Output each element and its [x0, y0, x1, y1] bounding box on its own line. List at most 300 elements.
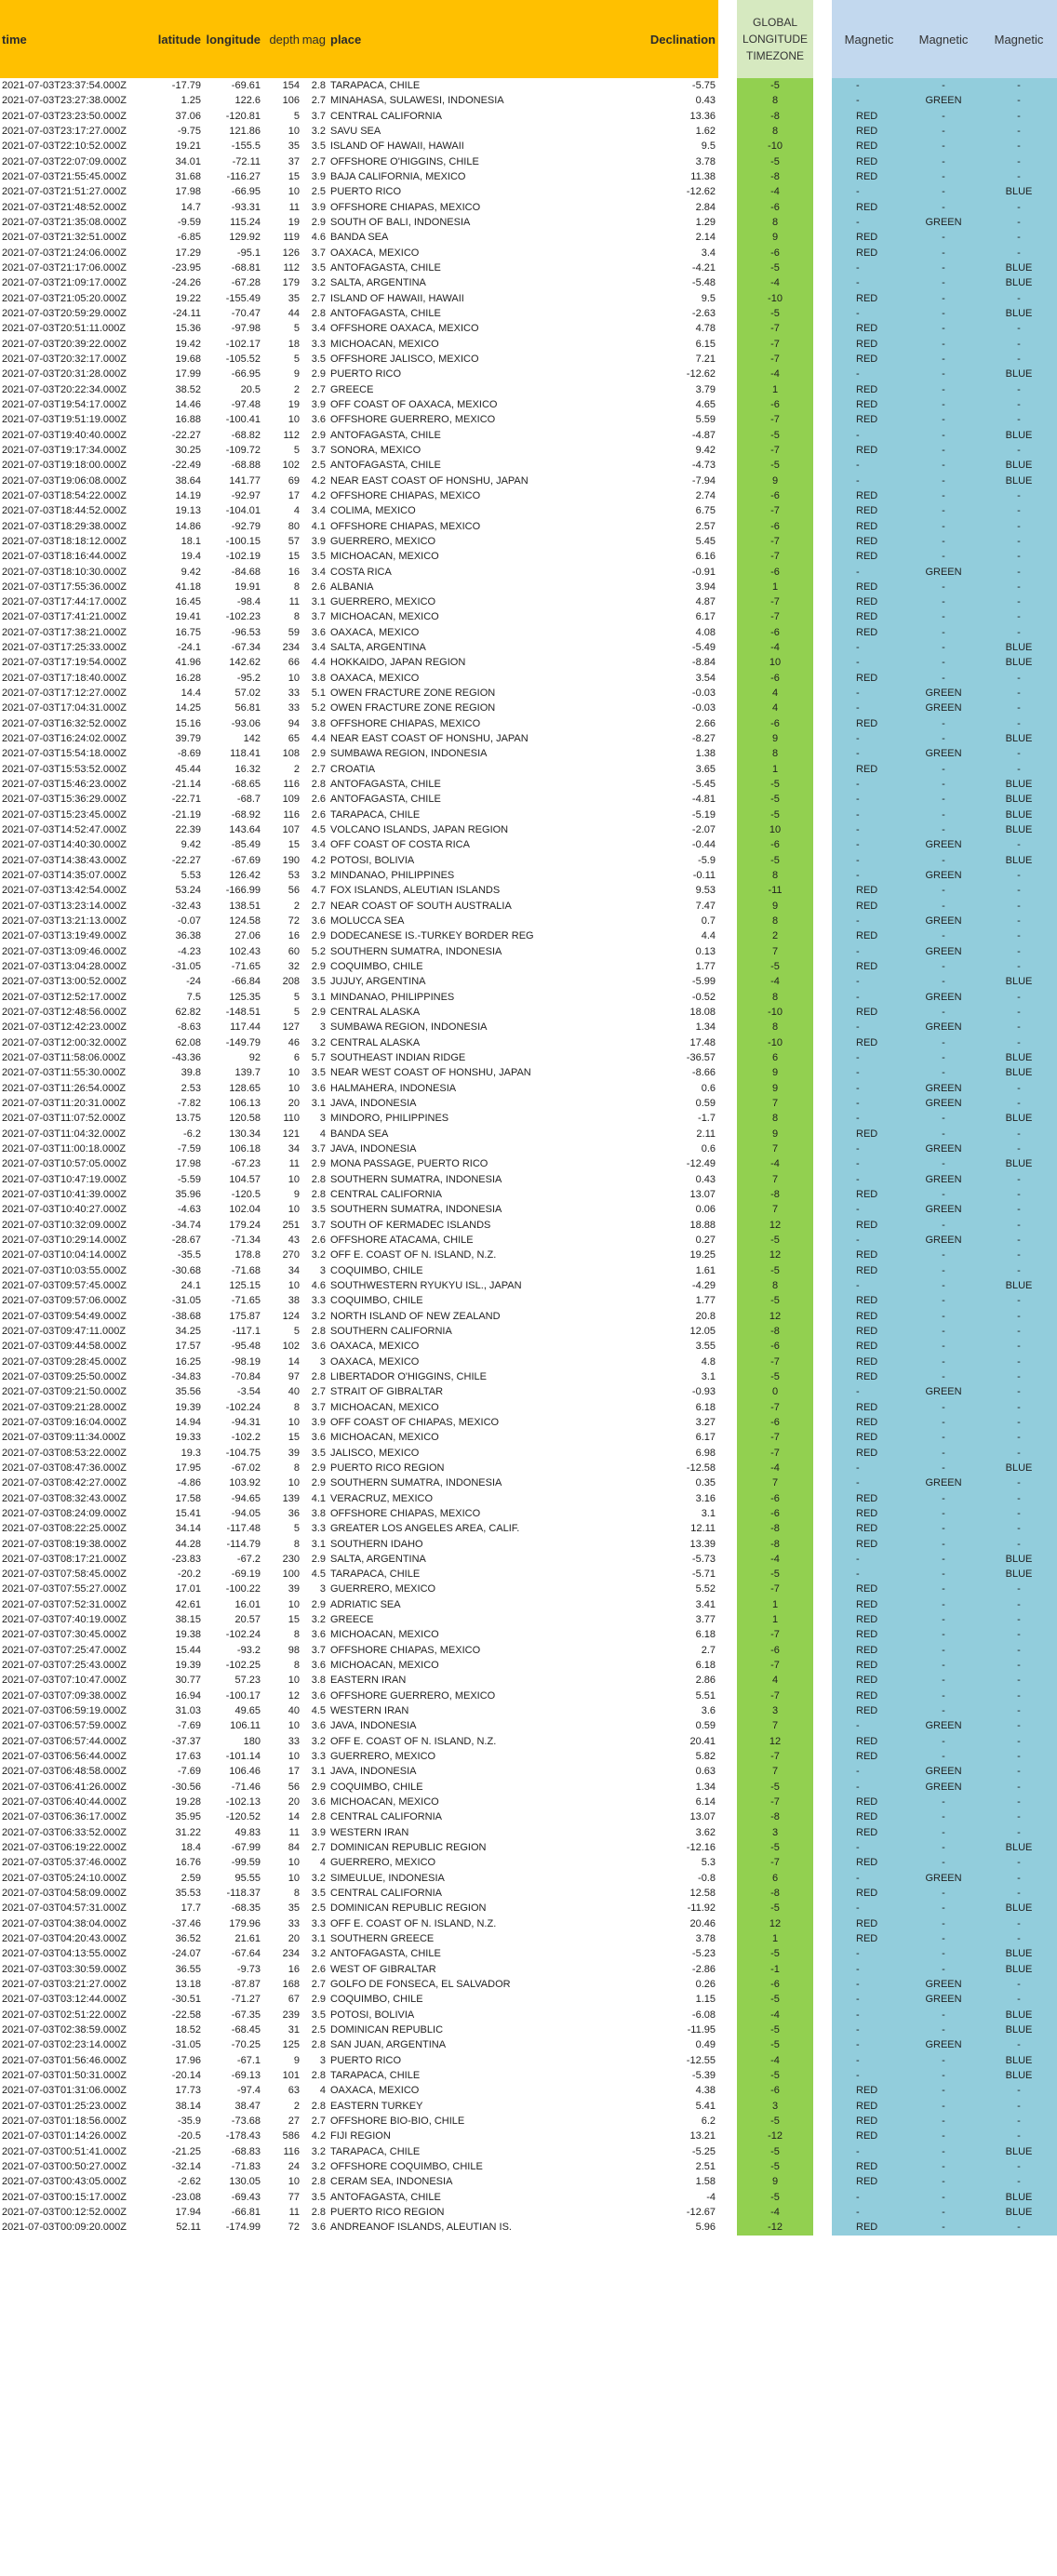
place-cell[interactable]: OFFSHORE CHIAPAS, MEXICO: [330, 520, 481, 532]
time-cell[interactable]: 2021-07-03T00:43:05.000Z: [2, 2176, 127, 2188]
time-cell[interactable]: 2021-07-03T15:23:45.000Z: [2, 808, 127, 821]
magnetic-red-cell[interactable]: -: [832, 1977, 906, 1992]
magnetic-red-cell[interactable]: RED: [832, 1324, 906, 1339]
mag-cell[interactable]: 3.7: [311, 1401, 326, 1413]
depth-cell[interactable]: 5: [293, 1325, 300, 1337]
mag-cell[interactable]: 3.2: [311, 125, 326, 137]
latitude-cell[interactable]: 19.68: [175, 353, 201, 365]
magnetic-red-cell[interactable]: -: [832, 2008, 906, 2022]
timezone-cell[interactable]: 7: [737, 1202, 813, 1217]
place-cell[interactable]: SOUTHERN SUMATRA, INDONESIA: [330, 1204, 502, 1216]
table-row[interactable]: [0, 899, 1057, 914]
timezone-cell[interactable]: -7: [737, 594, 813, 609]
declination-cell[interactable]: -5.49: [691, 642, 716, 654]
place-cell[interactable]: SAVU SEA: [330, 125, 381, 137]
declination-cell[interactable]: 0.49: [695, 2039, 716, 2051]
magnetic-red-cell[interactable]: RED: [832, 200, 906, 215]
table-row[interactable]: [0, 1825, 1057, 1840]
magnetic-blue-cell[interactable]: BLUE: [981, 731, 1057, 746]
time-cell[interactable]: 2021-07-03T02:23:14.000Z: [2, 2039, 127, 2051]
magnetic-red-cell[interactable]: RED: [832, 1035, 906, 1050]
mag-cell[interactable]: 3.5: [311, 261, 326, 274]
longitude-cell[interactable]: 117.44: [230, 1021, 261, 1034]
place-cell[interactable]: JAVA, INDONESIA: [330, 1097, 417, 1109]
table-row[interactable]: [0, 549, 1057, 564]
magnetic-blue-cell[interactable]: BLUE: [981, 2022, 1057, 2037]
mag-cell[interactable]: 2.8: [311, 1173, 326, 1185]
magnetic-blue-cell[interactable]: -: [981, 397, 1057, 412]
time-cell[interactable]: 2021-07-03T06:19:22.000Z: [2, 1842, 127, 1854]
table-row[interactable]: [0, 519, 1057, 534]
magnetic-green-cell[interactable]: -: [906, 1749, 981, 1764]
depth-cell[interactable]: 16: [288, 930, 300, 942]
magnetic-green-cell[interactable]: -: [906, 1946, 981, 1961]
table-row[interactable]: [0, 1096, 1057, 1111]
mag-cell[interactable]: 3.7: [311, 444, 326, 456]
time-cell[interactable]: 2021-07-03T09:21:50.000Z: [2, 1386, 127, 1398]
place-cell[interactable]: OFF COAST OF OAXACA, MEXICO: [330, 398, 498, 410]
magnetic-red-cell[interactable]: RED: [832, 1749, 906, 1764]
latitude-cell[interactable]: 17.29: [175, 247, 201, 259]
latitude-cell[interactable]: -8.63: [177, 1021, 201, 1034]
header-timezone[interactable]: GLOBAL LONGITUDE TIMEZONE: [737, 0, 813, 78]
time-cell[interactable]: 2021-07-03T11:00:18.000Z: [2, 1142, 127, 1155]
longitude-cell[interactable]: 104.57: [229, 1173, 261, 1185]
magnetic-green-cell[interactable]: -: [906, 2129, 981, 2143]
mag-cell[interactable]: 5.2: [311, 945, 326, 957]
timezone-cell[interactable]: -7: [737, 1627, 813, 1642]
longitude-cell[interactable]: 130.34: [229, 1128, 261, 1140]
magnetic-green-cell[interactable]: -: [906, 1673, 981, 1688]
magnetic-blue-cell[interactable]: -: [981, 1871, 1057, 1886]
mag-cell[interactable]: 3.1: [311, 1538, 326, 1550]
place-cell[interactable]: OWEN FRACTURE ZONE REGION: [330, 702, 496, 714]
depth-cell[interactable]: 10: [288, 1416, 300, 1428]
declination-cell[interactable]: 0.63: [695, 1766, 716, 1778]
magnetic-red-cell[interactable]: -: [832, 1461, 906, 1475]
timezone-cell[interactable]: -6: [737, 1977, 813, 1992]
magnetic-green-cell[interactable]: -: [906, 275, 981, 290]
time-cell[interactable]: 2021-07-03T06:57:59.000Z: [2, 1720, 127, 1732]
magnetic-red-cell[interactable]: RED: [832, 503, 906, 518]
timezone-cell[interactable]: 0: [737, 1384, 813, 1399]
time-cell[interactable]: 2021-07-03T05:37:46.000Z: [2, 1857, 127, 1869]
table-row[interactable]: [0, 154, 1057, 169]
declination-cell[interactable]: 4.8: [701, 1355, 716, 1368]
magnetic-blue-cell[interactable]: -: [981, 1795, 1057, 1809]
timezone-cell[interactable]: -6: [737, 2083, 813, 2098]
table-row[interactable]: [0, 1081, 1057, 1096]
timezone-cell[interactable]: -5: [737, 1901, 813, 1915]
table-row[interactable]: [0, 565, 1057, 580]
table-row[interactable]: [0, 1202, 1057, 1217]
magnetic-red-cell[interactable]: -: [832, 1050, 906, 1065]
latitude-cell[interactable]: 19.39: [175, 1401, 201, 1413]
magnetic-red-cell[interactable]: -: [832, 792, 906, 807]
declination-cell[interactable]: 6.14: [695, 1796, 716, 1809]
table-row[interactable]: [0, 2053, 1057, 2068]
magnetic-green-cell[interactable]: -: [906, 1035, 981, 1050]
magnetic-red-cell[interactable]: -: [832, 853, 906, 868]
latitude-cell[interactable]: 14.19: [175, 489, 201, 501]
depth-cell[interactable]: 8: [293, 1538, 300, 1550]
place-cell[interactable]: ANTOFAGASTA, CHILE: [330, 1948, 441, 1960]
longitude-cell[interactable]: 49.83: [234, 1826, 261, 1838]
magnetic-blue-cell[interactable]: -: [981, 337, 1057, 352]
place-cell[interactable]: JAVA, INDONESIA: [330, 1766, 417, 1778]
table-row[interactable]: [0, 1430, 1057, 1445]
depth-cell[interactable]: 239: [282, 2009, 300, 2021]
magnetic-green-cell[interactable]: -: [906, 731, 981, 746]
time-cell[interactable]: 2021-07-03T11:58:06.000Z: [2, 1052, 127, 1063]
magnetic-blue-cell[interactable]: -: [981, 549, 1057, 564]
depth-cell[interactable]: 101: [282, 2069, 300, 2081]
table-row[interactable]: [0, 1278, 1057, 1293]
magnetic-green-cell[interactable]: GREEN: [906, 701, 981, 715]
time-cell[interactable]: 2021-07-03T20:39:22.000Z: [2, 338, 127, 350]
place-cell[interactable]: GREECE: [330, 383, 374, 395]
declination-cell[interactable]: 6.15: [695, 338, 716, 350]
declination-cell[interactable]: 1.29: [695, 216, 716, 228]
longitude-cell[interactable]: 141.77: [229, 474, 261, 487]
table-row[interactable]: [0, 762, 1057, 777]
timezone-cell[interactable]: -8: [737, 1324, 813, 1339]
magnetic-red-cell[interactable]: -: [832, 990, 906, 1005]
magnetic-red-cell[interactable]: RED: [832, 1703, 906, 1718]
timezone-cell[interactable]: -4: [737, 275, 813, 290]
time-cell[interactable]: 2021-07-03T12:48:56.000Z: [2, 1007, 127, 1019]
magnetic-green-cell[interactable]: -: [906, 1734, 981, 1749]
place-cell[interactable]: TARAPACA, CHILE: [330, 2145, 421, 2157]
latitude-cell[interactable]: 38.64: [175, 474, 201, 487]
mag-cell[interactable]: 2.9: [311, 1007, 326, 1019]
magnetic-red-cell[interactable]: -: [832, 1172, 906, 1187]
depth-cell[interactable]: 36: [288, 1507, 300, 1519]
declination-cell[interactable]: 13.36: [689, 110, 716, 122]
magnetic-green-cell[interactable]: GREEN: [906, 1020, 981, 1034]
magnetic-blue-cell[interactable]: -: [981, 944, 1057, 959]
longitude-cell[interactable]: -70.25: [231, 2039, 261, 2051]
magnetic-blue-cell[interactable]: -: [981, 565, 1057, 580]
mag-cell[interactable]: 2.9: [311, 1553, 326, 1565]
timezone-cell[interactable]: 10: [737, 655, 813, 670]
longitude-cell[interactable]: -117.1: [232, 1325, 261, 1337]
place-cell[interactable]: OFFSHORE CHIAPAS, MEXICO: [330, 717, 481, 729]
magnetic-red-cell[interactable]: -: [832, 731, 906, 746]
depth-cell[interactable]: 10: [288, 1279, 300, 1291]
magnetic-blue-cell[interactable]: -: [981, 412, 1057, 427]
timezone-cell[interactable]: 1: [737, 1612, 813, 1627]
latitude-cell[interactable]: 16.75: [175, 626, 201, 638]
table-row[interactable]: [0, 746, 1057, 761]
place-cell[interactable]: GOLFO DE FONSECA, EL SALVADOR: [330, 1979, 511, 1991]
longitude-cell[interactable]: -70.47: [231, 307, 261, 319]
declination-cell[interactable]: -4.87: [691, 429, 716, 441]
declination-cell[interactable]: -5.75: [691, 80, 716, 91]
latitude-cell[interactable]: 7.5: [186, 991, 201, 1003]
depth-cell[interactable]: 5: [293, 444, 300, 456]
magnetic-red-cell[interactable]: -: [832, 1141, 906, 1156]
magnetic-red-cell[interactable]: RED: [832, 230, 906, 245]
declination-cell[interactable]: 3.27: [695, 1416, 716, 1428]
timezone-cell[interactable]: -4: [737, 2008, 813, 2022]
mag-cell[interactable]: 3.2: [311, 2145, 326, 2157]
magnetic-green-cell[interactable]: -: [906, 1050, 981, 1065]
magnetic-blue-cell[interactable]: -: [981, 1764, 1057, 1779]
table-row[interactable]: [0, 1065, 1057, 1080]
latitude-cell[interactable]: 18.4: [181, 1842, 201, 1854]
place-cell[interactable]: OFFSHORE GUERRERO, MEXICO: [330, 414, 496, 426]
timezone-cell[interactable]: -6: [737, 1643, 813, 1658]
table-row[interactable]: [0, 1111, 1057, 1126]
magnetic-blue-cell[interactable]: BLUE: [981, 458, 1057, 473]
time-cell[interactable]: 2021-07-03T01:25:23.000Z: [2, 2100, 127, 2112]
depth-cell[interactable]: 10: [288, 2176, 300, 2188]
place-cell[interactable]: TARAPACA, CHILE: [330, 2069, 421, 2081]
declination-cell[interactable]: 0.43: [695, 1173, 716, 1185]
header-time[interactable]: time: [0, 0, 151, 78]
declination-cell[interactable]: 0.06: [695, 1204, 716, 1216]
longitude-cell[interactable]: -68.92: [231, 808, 261, 821]
table-row[interactable]: [0, 275, 1057, 290]
time-cell[interactable]: 2021-07-03T07:52:31.000Z: [2, 1598, 127, 1610]
magnetic-red-cell[interactable]: RED: [832, 246, 906, 260]
timezone-cell[interactable]: 8: [737, 1020, 813, 1034]
declination-cell[interactable]: 3.16: [695, 1492, 716, 1504]
timezone-cell[interactable]: 8: [737, 215, 813, 230]
place-cell[interactable]: SOUTHERN GREECE: [330, 1933, 435, 1945]
mag-cell[interactable]: 2.7: [311, 900, 326, 912]
magnetic-red-cell[interactable]: -: [832, 1962, 906, 1977]
declination-cell[interactable]: 2.14: [695, 232, 716, 244]
latitude-cell[interactable]: -34.83: [171, 1370, 201, 1382]
timezone-cell[interactable]: -10: [737, 291, 813, 306]
magnetic-red-cell[interactable]: -: [832, 808, 906, 822]
timezone-cell[interactable]: -7: [737, 1430, 813, 1445]
table-row[interactable]: [0, 169, 1057, 184]
latitude-cell[interactable]: 34.01: [175, 155, 201, 167]
declination-cell[interactable]: -8.66: [691, 1067, 716, 1079]
latitude-cell[interactable]: 14.4: [181, 687, 201, 700]
place-cell[interactable]: COQUIMBO, CHILE: [330, 1994, 423, 2006]
magnetic-blue-cell[interactable]: BLUE: [981, 1962, 1057, 1977]
latitude-cell[interactable]: -32.14: [171, 2160, 201, 2172]
magnetic-blue-cell[interactable]: BLUE: [981, 1156, 1057, 1171]
magnetic-blue-cell[interactable]: BLUE: [981, 2144, 1057, 2159]
time-cell[interactable]: 2021-07-03T14:38:43.000Z: [2, 854, 127, 866]
time-cell[interactable]: 2021-07-03T05:24:10.000Z: [2, 1872, 127, 1884]
depth-cell[interactable]: 10: [288, 1872, 300, 1884]
magnetic-blue-cell[interactable]: -: [981, 686, 1057, 701]
place-cell[interactable]: NEAR EAST COAST OF HONSHU, JAPAN: [330, 733, 528, 745]
magnetic-blue-cell[interactable]: BLUE: [981, 1901, 1057, 1915]
magnetic-blue-cell[interactable]: -: [981, 1749, 1057, 1764]
magnetic-green-cell[interactable]: -: [906, 1491, 981, 1506]
time-cell[interactable]: 2021-07-03T09:47:11.000Z: [2, 1325, 127, 1337]
time-cell[interactable]: 2021-07-03T02:38:59.000Z: [2, 2024, 127, 2035]
magnetic-green-cell[interactable]: GREEN: [906, 1096, 981, 1111]
time-cell[interactable]: 2021-07-03T23:37:54.000Z: [2, 80, 127, 91]
magnetic-green-cell[interactable]: -: [906, 594, 981, 609]
longitude-cell[interactable]: -102.13: [225, 1796, 261, 1809]
magnetic-red-cell[interactable]: RED: [832, 1795, 906, 1809]
timezone-cell[interactable]: -6: [737, 716, 813, 731]
magnetic-blue-cell[interactable]: -: [981, 154, 1057, 169]
time-cell[interactable]: 2021-07-03T04:58:09.000Z: [2, 1888, 127, 1900]
latitude-cell[interactable]: 17.57: [175, 1341, 201, 1353]
time-cell[interactable]: 2021-07-03T18:10:30.000Z: [2, 566, 127, 578]
latitude-cell[interactable]: 30.25: [175, 444, 201, 456]
latitude-cell[interactable]: -24.07: [171, 1948, 201, 1960]
table-row[interactable]: [0, 959, 1057, 974]
place-cell[interactable]: COLIMA, MEXICO: [330, 505, 416, 517]
place-cell[interactable]: MINDANAO, PHILIPPINES: [330, 870, 455, 882]
magnetic-red-cell[interactable]: RED: [832, 1643, 906, 1658]
timezone-cell[interactable]: 12: [737, 1309, 813, 1324]
latitude-cell[interactable]: 17.73: [175, 2085, 201, 2097]
declination-cell[interactable]: 2.51: [695, 2160, 716, 2172]
magnetic-red-cell[interactable]: RED: [832, 1263, 906, 1278]
depth-cell[interactable]: 19: [288, 216, 300, 228]
longitude-cell[interactable]: -149.79: [225, 1036, 261, 1048]
magnetic-blue-cell[interactable]: BLUE: [981, 367, 1057, 381]
latitude-cell[interactable]: -23.08: [171, 2191, 201, 2203]
magnetic-blue-cell[interactable]: -: [981, 1446, 1057, 1461]
place-cell[interactable]: OAXACA, MEXICO: [330, 1355, 420, 1368]
mag-cell[interactable]: 3.7: [311, 1644, 326, 1656]
latitude-cell[interactable]: -24.11: [172, 307, 201, 319]
place-cell[interactable]: OFFSHORE GUERRERO, MEXICO: [330, 1689, 496, 1702]
longitude-cell[interactable]: -117.48: [226, 1523, 261, 1535]
magnetic-green-cell[interactable]: -: [906, 78, 981, 93]
longitude-cell[interactable]: -116.27: [226, 170, 261, 182]
latitude-cell[interactable]: 36.38: [175, 930, 201, 942]
longitude-cell[interactable]: -69.19: [231, 1568, 261, 1581]
mag-cell[interactable]: 2.8: [311, 1370, 326, 1382]
depth-cell[interactable]: 34: [288, 1142, 300, 1155]
time-cell[interactable]: 2021-07-03T21:55:45.000Z: [2, 170, 127, 182]
longitude-cell[interactable]: 126.42: [229, 870, 261, 882]
place-cell[interactable]: COSTA RICA: [330, 566, 392, 578]
place-cell[interactable]: OWEN FRACTURE ZONE REGION: [330, 687, 496, 700]
timezone-cell[interactable]: -7: [737, 321, 813, 336]
magnetic-blue-cell[interactable]: -: [981, 1855, 1057, 1870]
place-cell[interactable]: OFF E. COAST OF N. ISLAND, N.Z.: [330, 1735, 497, 1747]
time-cell[interactable]: 2021-07-03T01:31:06.000Z: [2, 2085, 127, 2097]
timezone-cell[interactable]: -4: [737, 974, 813, 989]
magnetic-green-cell[interactable]: -: [906, 184, 981, 199]
magnetic-green-cell[interactable]: -: [906, 1446, 981, 1461]
mag-cell[interactable]: 3.5: [311, 1888, 326, 1900]
magnetic-blue-cell[interactable]: -: [981, 246, 1057, 260]
declination-cell[interactable]: 0.43: [695, 95, 716, 107]
magnetic-green-cell[interactable]: -: [906, 2068, 981, 2083]
latitude-cell[interactable]: -24: [186, 976, 201, 988]
time-cell[interactable]: 2021-07-03T13:00:52.000Z: [2, 976, 127, 988]
timezone-cell[interactable]: -4: [737, 640, 813, 655]
longitude-cell[interactable]: -9.73: [236, 1963, 261, 1975]
place-cell[interactable]: OAXACA, MEXICO: [330, 626, 420, 638]
depth-cell[interactable]: 190: [282, 854, 300, 866]
latitude-cell[interactable]: -7.69: [177, 1720, 201, 1732]
latitude-cell[interactable]: -20.2: [177, 1568, 201, 1581]
magnetic-blue-cell[interactable]: -: [981, 928, 1057, 943]
magnetic-green-cell[interactable]: -: [906, 1643, 981, 1658]
place-cell[interactable]: CERAM SEA, INDONESIA: [330, 2176, 453, 2188]
magnetic-blue-cell[interactable]: -: [981, 868, 1057, 883]
declination-cell[interactable]: -0.91: [691, 566, 716, 578]
mag-cell[interactable]: 2.7: [311, 1979, 326, 1991]
place-cell[interactable]: PUERTO RICO: [330, 368, 401, 380]
latitude-cell[interactable]: 5.53: [181, 870, 201, 882]
longitude-cell[interactable]: -87.87: [231, 1979, 261, 1991]
time-cell[interactable]: 2021-07-03T19:17:34.000Z: [2, 444, 127, 456]
depth-cell[interactable]: 108: [282, 748, 300, 760]
latitude-cell[interactable]: 30.77: [175, 1675, 201, 1687]
time-cell[interactable]: 2021-07-03T17:55:36.000Z: [2, 581, 127, 593]
depth-cell[interactable]: 5: [293, 323, 300, 335]
longitude-cell[interactable]: -120.5: [231, 1188, 261, 1200]
declination-cell[interactable]: 3.1: [701, 1370, 716, 1382]
table-row[interactable]: [0, 580, 1057, 594]
longitude-cell[interactable]: 102.43: [229, 945, 261, 957]
table-row[interactable]: [0, 337, 1057, 352]
depth-cell[interactable]: 15: [288, 551, 300, 563]
magnetic-blue-cell[interactable]: BLUE: [981, 792, 1057, 807]
table-row[interactable]: [0, 503, 1057, 518]
mag-cell[interactable]: 2.9: [311, 1781, 326, 1793]
magnetic-blue-cell[interactable]: -: [981, 1187, 1057, 1202]
timezone-cell[interactable]: -7: [737, 1795, 813, 1809]
place-cell[interactable]: TARAPACA, CHILE: [330, 808, 421, 821]
magnetic-blue-cell[interactable]: BLUE: [981, 1840, 1057, 1855]
magnetic-blue-cell[interactable]: -: [981, 1809, 1057, 1824]
latitude-cell[interactable]: 16.94: [175, 1689, 201, 1702]
magnetic-blue-cell[interactable]: -: [981, 2083, 1057, 2098]
depth-cell[interactable]: 10: [288, 1067, 300, 1079]
timezone-cell[interactable]: -5: [737, 777, 813, 792]
depth-cell[interactable]: 139: [282, 1492, 300, 1504]
longitude-cell[interactable]: 128.65: [229, 1082, 261, 1094]
depth-cell[interactable]: 43: [288, 1234, 300, 1246]
mag-cell[interactable]: 2.9: [311, 429, 326, 441]
table-row[interactable]: [0, 914, 1057, 928]
mag-cell[interactable]: 3.7: [311, 1219, 326, 1231]
latitude-cell[interactable]: -24.1: [177, 642, 201, 654]
magnetic-red-cell[interactable]: RED: [832, 1430, 906, 1445]
mag-cell[interactable]: 3.7: [311, 110, 326, 122]
longitude-cell[interactable]: -68.83: [231, 2145, 261, 2157]
magnetic-red-cell[interactable]: -: [832, 458, 906, 473]
magnetic-green-cell[interactable]: GREEN: [906, 1233, 981, 1248]
magnetic-red-cell[interactable]: -: [832, 1065, 906, 1080]
latitude-cell[interactable]: 39.8: [181, 1067, 201, 1079]
magnetic-green-cell[interactable]: -: [906, 1339, 981, 1354]
depth-cell[interactable]: 116: [283, 779, 300, 791]
mag-cell[interactable]: 3.6: [311, 626, 326, 638]
magnetic-red-cell[interactable]: RED: [832, 594, 906, 609]
magnetic-red-cell[interactable]: RED: [832, 291, 906, 306]
timezone-cell[interactable]: -7: [737, 1658, 813, 1673]
magnetic-green-cell[interactable]: -: [906, 1962, 981, 1977]
table-row[interactable]: [0, 1597, 1057, 1612]
magnetic-red-cell[interactable]: -: [832, 640, 906, 655]
time-cell[interactable]: 2021-07-03T02:51:22.000Z: [2, 2009, 127, 2021]
table-row[interactable]: [0, 1962, 1057, 1977]
declination-cell[interactable]: 20.46: [689, 1917, 716, 1929]
declination-cell[interactable]: 3.77: [695, 1614, 716, 1626]
table-row[interactable]: [0, 974, 1057, 989]
